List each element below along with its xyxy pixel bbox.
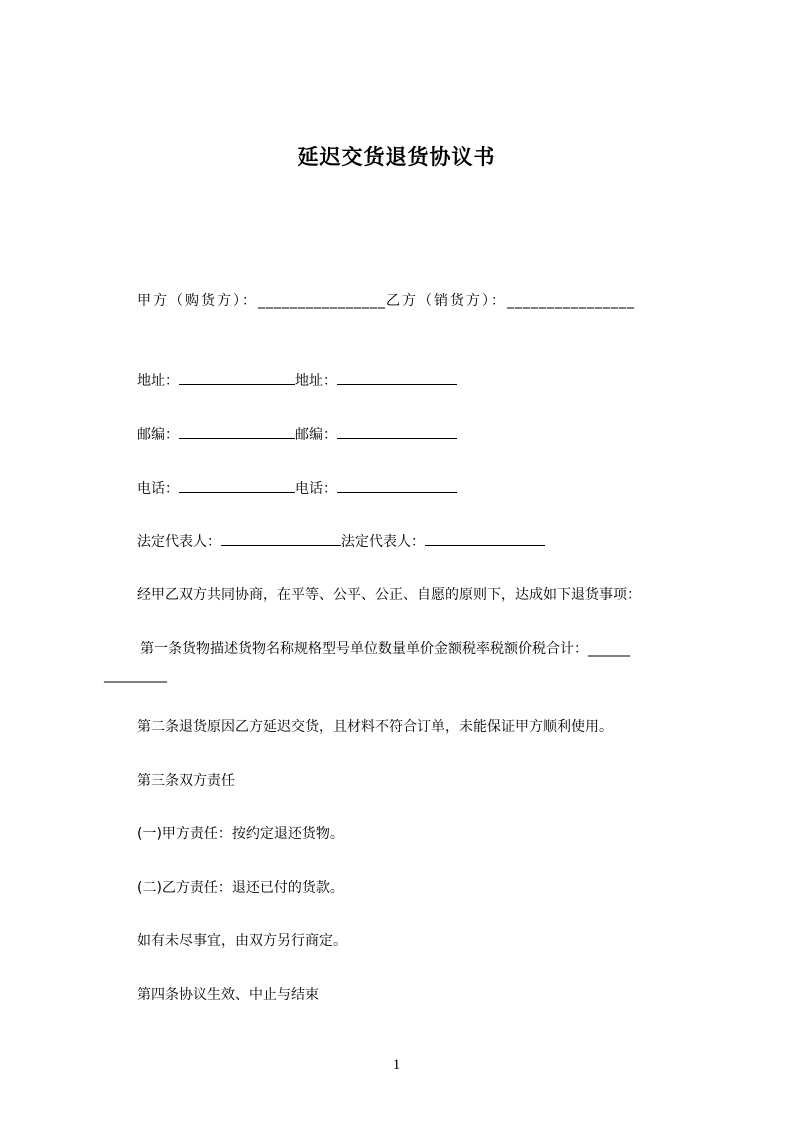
phone-label-b: 电话： — [295, 481, 337, 497]
page-number: 1 — [392, 1057, 401, 1073]
postcode-label-b: 邮编： — [295, 427, 337, 443]
party-a-label: 甲方（购货方）： — [137, 293, 258, 309]
postcode-label-a: 邮编： — [137, 427, 179, 443]
article-1: 第一条货物描述货物名称规格型号单位数量单价金额税率税额价税合计：______ — [140, 641, 630, 657]
postcode-blank-a — [179, 424, 295, 439]
article-3-note: 如有未尽事宜，由双方另行商定。 — [137, 933, 347, 949]
phone-line — [137, 478, 457, 500]
legal-rep-label-a: 法定代表人： — [137, 534, 221, 550]
document-title: 延迟交货退货协议书 — [297, 145, 496, 169]
parties-line — [137, 290, 635, 312]
party-b-label: 乙方（销货方）： — [386, 293, 507, 309]
address-label-a: 地址： — [137, 373, 179, 389]
legal-rep-blank-a — [221, 531, 341, 546]
phone-label-a: 电话： — [137, 481, 179, 497]
address-label-b: 地址： — [295, 373, 337, 389]
article-3-item-1: (一)甲方责任：按约定退还货物。 — [137, 826, 344, 842]
address-blank-b — [337, 370, 457, 385]
article-2: 第二条退货原因乙方延迟交货，且材料不符合订单，未能保证甲方顺利使用。 — [137, 719, 613, 735]
legal-rep-line — [137, 531, 545, 553]
legal-rep-blank-b — [425, 531, 545, 546]
article-3-item-2: (二)乙方责任：退还已付的货款。 — [137, 880, 344, 896]
address-line — [137, 370, 457, 392]
party-a-blank: ________________ — [258, 293, 386, 309]
article-3-heading: 第三条双方责任 — [137, 773, 235, 789]
phone-blank-b — [337, 478, 457, 493]
intro-paragraph: 经甲乙双方共同协商，在平等、公平、公正、自愿的原则下，达成如下退货事项： — [137, 587, 641, 603]
legal-rep-label-b: 法定代表人： — [341, 534, 425, 550]
article-4-heading: 第四条协议生效、中止与结束 — [137, 987, 319, 1003]
address-blank-a — [179, 370, 295, 385]
article-1-continuation: _________ — [104, 667, 167, 683]
party-b-blank: ________________ — [507, 293, 635, 309]
postcode-line — [137, 424, 457, 446]
phone-blank-a — [179, 478, 295, 493]
postcode-blank-b — [337, 424, 457, 439]
